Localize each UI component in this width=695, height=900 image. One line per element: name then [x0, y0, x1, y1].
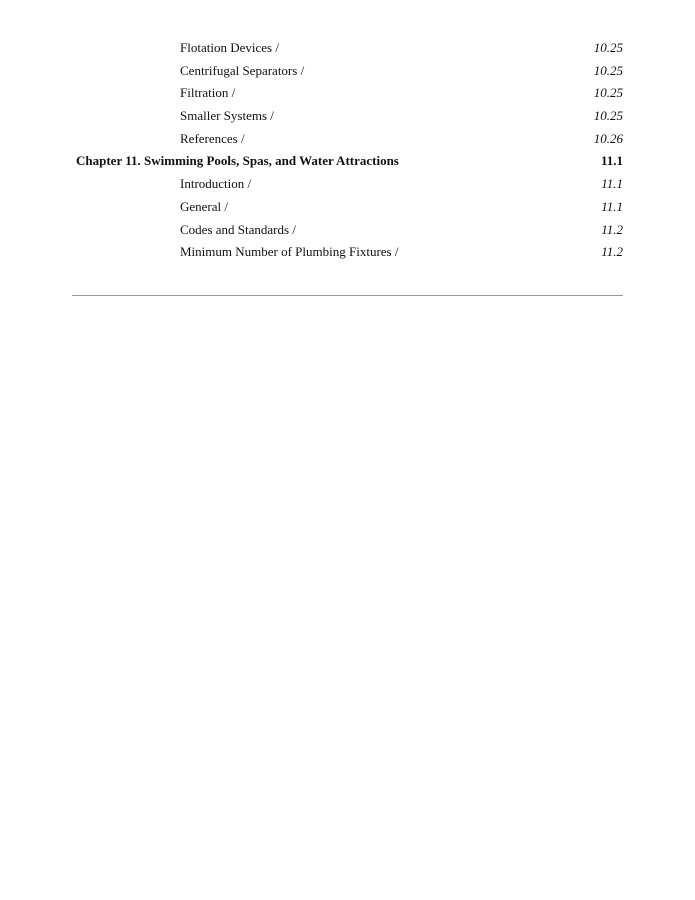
- toc-entry-page: 10.25: [593, 85, 623, 101]
- toc-entry-page: 10.25: [593, 108, 623, 124]
- page-divider: [72, 295, 623, 296]
- toc-entry-smaller-systems[interactable]: [0, 105, 695, 128]
- toc-chapter-11[interactable]: [0, 150, 695, 173]
- toc-entry-page: 10.26: [593, 130, 623, 146]
- toc-entry-page: 11.1: [601, 198, 623, 214]
- toc-entry-codes-and-standards[interactable]: [0, 219, 695, 242]
- toc-entry-minimum-number-of-plumbing-fixtures[interactable]: [0, 241, 695, 264]
- toc-entry-label: Centrifugal Separators /: [180, 62, 305, 78]
- toc-entry-label: Flotation Devices /: [180, 40, 279, 55]
- toc-entry-label: General /: [180, 198, 229, 214]
- toc-entry-label: Smaller Systems /: [180, 108, 274, 124]
- toc-entry-centrifugal-separators[interactable]: [0, 60, 695, 83]
- toc-entry-label: Codes and Standards /: [180, 221, 296, 237]
- toc-entry-references[interactable]: [0, 128, 695, 151]
- toc-entry-page: 11.2: [601, 244, 623, 260]
- toc-entry-label: References /: [180, 130, 245, 146]
- toc-entry-introduction[interactable]: [0, 173, 695, 196]
- toc-entry-flotation-devices[interactable]: [0, 37, 695, 60]
- toc-entry-page: 10.25: [593, 40, 623, 55]
- toc-entry-page: 11.2: [601, 221, 623, 237]
- toc-chapter-title: Chapter 11. Swimming Pools, Spas, and Water Attractions: [76, 153, 399, 169]
- toc-entry-label: Filtration /: [180, 85, 236, 101]
- toc-entry-page: 11.1: [601, 176, 623, 192]
- toc-entry-label: Introduction /: [180, 176, 252, 192]
- toc-chapter-page: 11.1: [600, 153, 623, 169]
- toc-entry-label: Minimum Number of Plumbing Fixtures /: [180, 244, 399, 260]
- toc-entry-filtration[interactable]: [0, 82, 695, 105]
- toc-entry-page: 10.25: [593, 62, 623, 78]
- table-of-contents: [0, 37, 695, 264]
- toc-entry-general[interactable]: [0, 196, 695, 219]
